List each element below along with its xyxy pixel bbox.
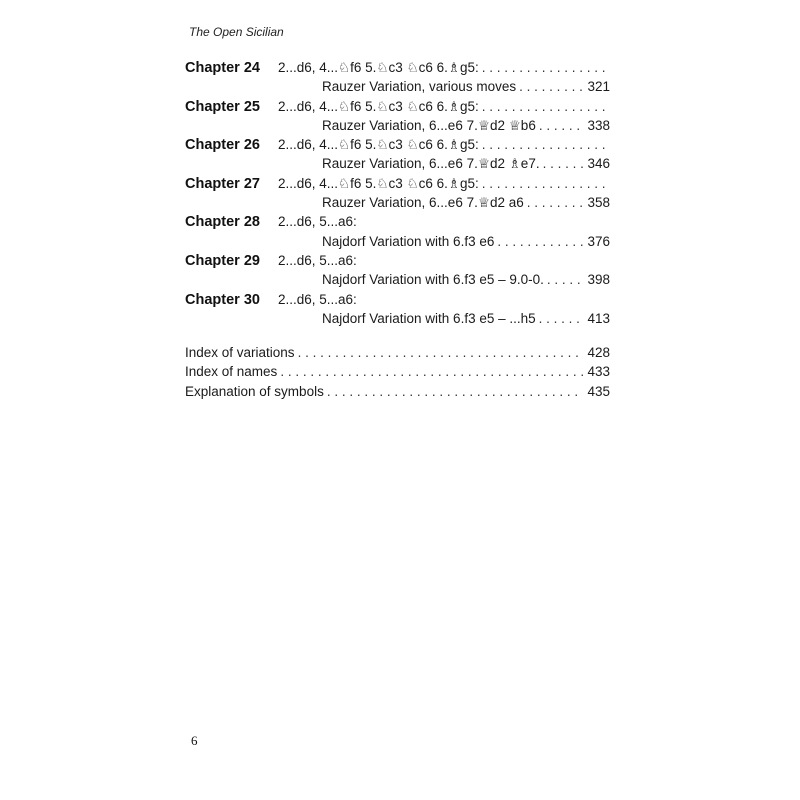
chapter-moves: 2...d6, 5...a6: [278, 291, 357, 307]
chapter-label: Chapter 27 [185, 175, 260, 192]
dot-leader [494, 234, 583, 249]
chapter-title: Najdorf Variation with 6.f3 e5 – ...h5 [322, 310, 536, 326]
chapter-title: Rauzer Variation, 6...e6 7.♕d2 a6 [322, 195, 524, 211]
dot-leader [295, 345, 584, 360]
back-matter-entry [185, 384, 610, 403]
page-number: 358 [587, 195, 610, 211]
entry-label: Explanation of symbols [185, 383, 324, 399]
chapter-title: Rauzer Variation, 6...e6 7.♕d2 ♗e7. [322, 156, 540, 172]
chapter-moves: 2...d6, 4...♘f6 5.♘c3 ♘c6 6.♗g5: [278, 98, 479, 114]
page-number: 376 [587, 233, 610, 249]
chapter-title: Rauzer Variation, 6...e6 7.♕d2 ♕b6 [322, 117, 536, 133]
dot-leader [536, 118, 584, 133]
chapter-title: Najdorf Variation with 6.f3 e6 [322, 233, 495, 249]
chapter-moves: 2...d6, 4...♘f6 5.♘c3 ♘c6 6.♗g5: [278, 60, 479, 75]
back-matter-list [185, 345, 610, 403]
back-matter-entry [185, 364, 610, 383]
back-matter-entry [185, 345, 610, 364]
page-number: 433 [587, 364, 610, 380]
page-number: 413 [587, 310, 610, 326]
chapter-moves: 2...d6, 5...a6: [278, 252, 357, 268]
page-number: 398 [587, 272, 610, 288]
chapter-label: Chapter 26 [185, 137, 260, 154]
dot-leader [277, 364, 583, 379]
entry-label: Index of variations [185, 345, 295, 360]
dot-leader [516, 79, 583, 94]
page-number: 435 [587, 383, 610, 399]
chapter-moves: 2...d6, 5...a6: [278, 214, 357, 230]
page-number: 346 [587, 156, 610, 172]
chapter-title: Rauzer Variation, various moves [322, 79, 517, 95]
chapter-moves: 2...d6, 4...♘f6 5.♘c3 ♘c6 6.♗g5: [278, 137, 479, 153]
table-of-contents [185, 60, 610, 330]
page-folio: 6 [191, 733, 198, 748]
chapter-label: Chapter 28 [185, 214, 260, 231]
toc-entry [185, 253, 610, 292]
page-number: 428 [587, 345, 610, 360]
toc-entry [185, 214, 610, 253]
page-number: 321 [587, 79, 610, 95]
toc-entry [185, 60, 610, 99]
chapter-title: Najdorf Variation with 6.f3 e5 – 9.0-0. [322, 272, 544, 288]
dot-leader [536, 311, 584, 326]
dot-leader [479, 99, 610, 115]
toc-entry [185, 99, 610, 138]
page-number: 338 [587, 117, 610, 133]
dot-leader [324, 384, 584, 399]
chapter-label: Chapter 29 [185, 252, 260, 269]
dot-leader [479, 60, 610, 76]
chapter-label: Chapter 30 [185, 291, 260, 308]
chapter-moves: 2...d6, 4...♘f6 5.♘c3 ♘c6 6.♗g5: [278, 175, 479, 191]
chapter-label: Chapter 24 [185, 60, 260, 76]
running-head: The Open Sicilian [189, 25, 284, 39]
toc-entry [185, 137, 610, 176]
dot-leader [524, 195, 584, 210]
entry-label: Index of names [185, 364, 278, 380]
dot-leader [479, 137, 610, 153]
toc-entry [185, 176, 610, 215]
toc-entry [185, 292, 610, 331]
chapter-label: Chapter 25 [185, 98, 260, 115]
dot-leader [479, 176, 610, 192]
dot-leader [540, 156, 584, 171]
dot-leader [544, 272, 584, 287]
